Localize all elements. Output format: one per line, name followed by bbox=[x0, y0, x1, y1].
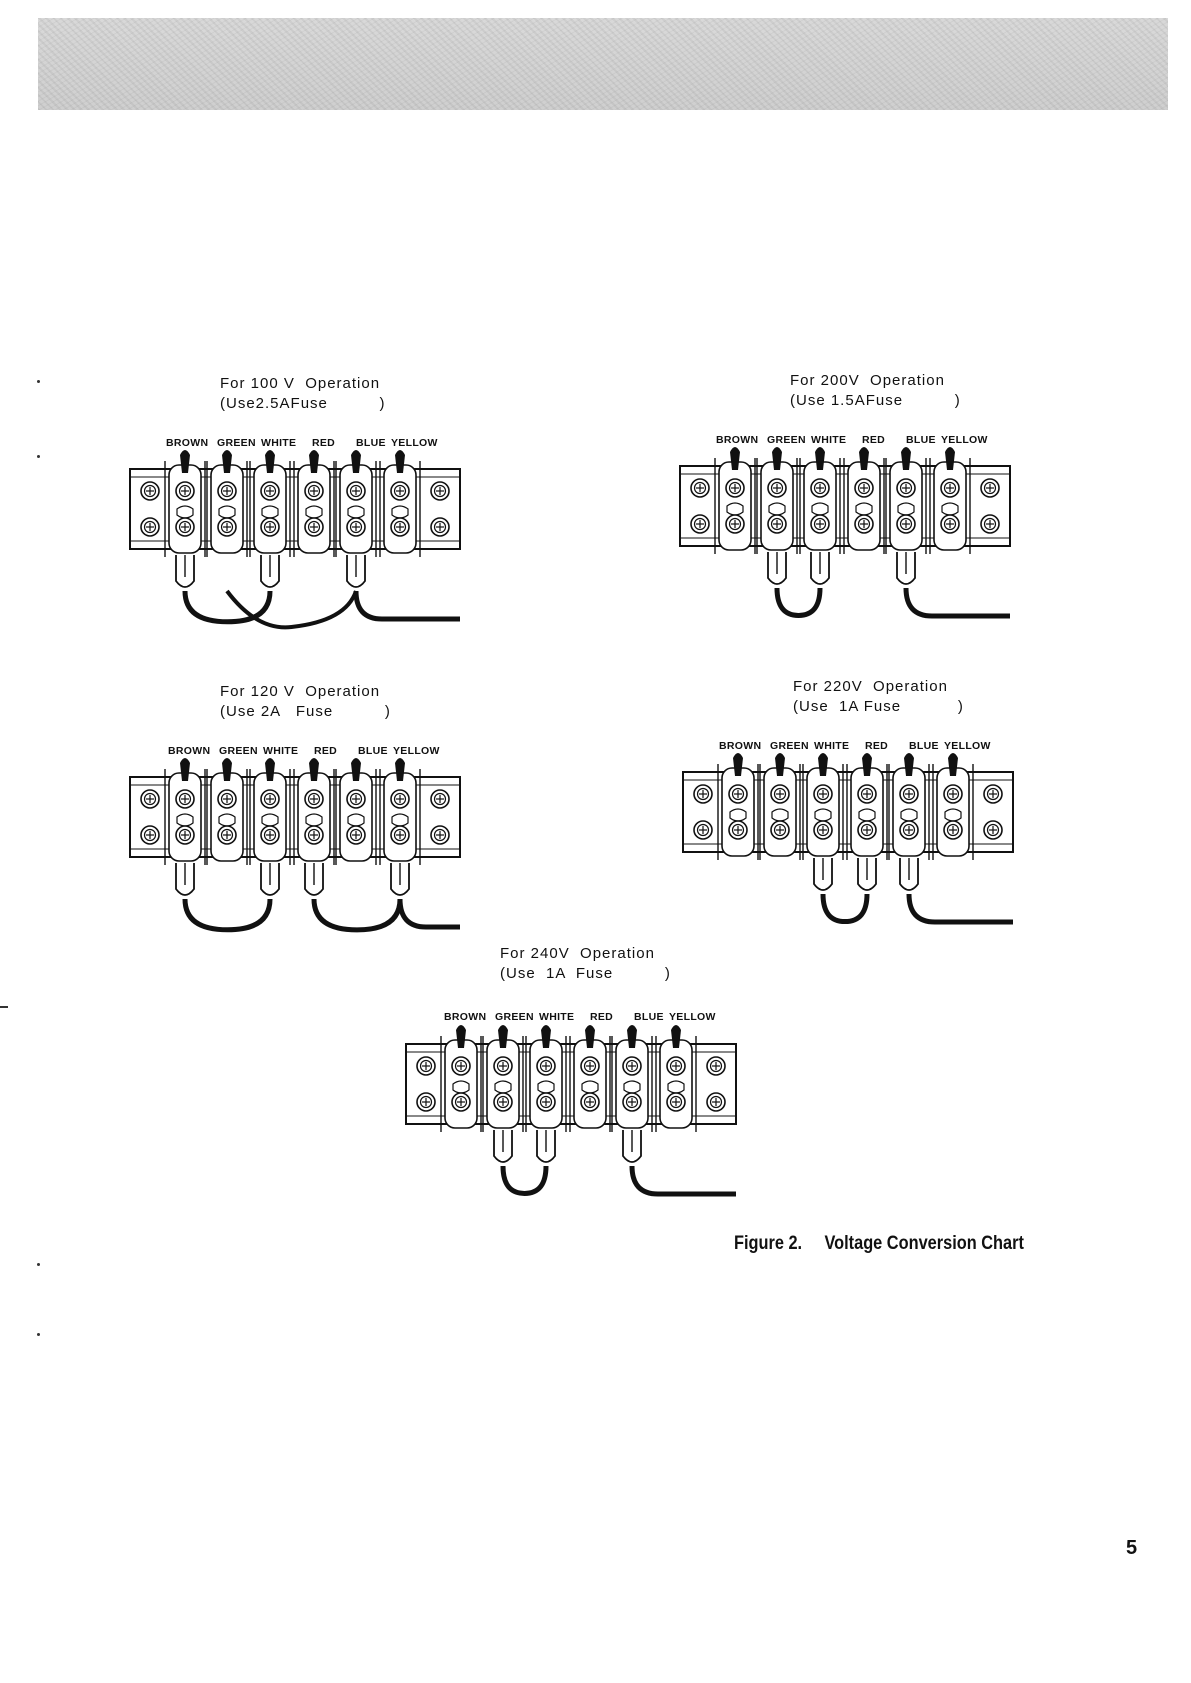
margin-mark bbox=[37, 1263, 40, 1266]
wire-label-brown: BROWN bbox=[716, 434, 759, 446]
terminal-link bbox=[856, 503, 872, 515]
margin-mark bbox=[37, 455, 40, 458]
terminal-strip-diagram bbox=[130, 755, 490, 965]
terminal-strip-diagram bbox=[130, 447, 490, 657]
operation-title: For 100 V Operation bbox=[220, 375, 381, 392]
terminal-link bbox=[730, 809, 746, 821]
terminal-link bbox=[772, 809, 788, 821]
wire-label-white: WHITE bbox=[539, 1011, 575, 1023]
jumper-wire bbox=[503, 1166, 546, 1193]
margin-mark bbox=[37, 1333, 40, 1336]
terminal-strip-diagram bbox=[406, 1022, 766, 1232]
wire-label-brown: BROWN bbox=[166, 437, 209, 449]
jumper-wire bbox=[314, 899, 400, 930]
wire-label-white: WHITE bbox=[263, 745, 299, 757]
fuse-rating: (Use 1A Fuse ) bbox=[500, 965, 671, 982]
wire-label-blue: BLUE bbox=[906, 434, 936, 446]
terminal-link bbox=[812, 503, 828, 515]
figure-220v bbox=[683, 678, 1043, 958]
terminal-strip-diagram bbox=[683, 750, 1043, 960]
mains-lead bbox=[356, 591, 460, 619]
wire-label-red: RED bbox=[862, 434, 886, 446]
wire-label-brown: BROWN bbox=[168, 745, 211, 757]
terminal-link bbox=[582, 1081, 598, 1093]
fuse-rating: (Use 1A Fuse ) bbox=[793, 698, 964, 715]
wire-label-green: GREEN bbox=[219, 745, 258, 757]
operation-title: For 120 V Operation bbox=[220, 683, 381, 700]
fuse-rating: (Use 2A Fuse ) bbox=[220, 703, 391, 720]
wire-label-brown: BROWN bbox=[444, 1011, 487, 1023]
terminal-link bbox=[306, 814, 322, 826]
terminal-link bbox=[392, 506, 408, 518]
terminal-link bbox=[306, 506, 322, 518]
mains-lead bbox=[906, 588, 1010, 616]
scanned-header-band bbox=[38, 18, 1168, 110]
jumper-wire bbox=[185, 899, 270, 930]
terminal-link bbox=[538, 1081, 554, 1093]
wire-label-yellow: YELLOW bbox=[669, 1011, 716, 1023]
terminal-link bbox=[901, 809, 917, 821]
terminal-link bbox=[262, 506, 278, 518]
terminal-link bbox=[859, 809, 875, 821]
figure-200v bbox=[680, 372, 1040, 652]
terminal-link bbox=[453, 1081, 469, 1093]
margin-mark bbox=[37, 380, 40, 383]
terminal-link bbox=[262, 814, 278, 826]
wire-label-red: RED bbox=[312, 437, 336, 449]
figure-120v bbox=[130, 683, 490, 963]
terminal-link bbox=[769, 503, 785, 515]
wire-label-white: WHITE bbox=[811, 434, 847, 446]
terminal-link bbox=[348, 814, 364, 826]
wire-label-yellow: YELLOW bbox=[393, 745, 440, 757]
margin-mark bbox=[0, 1006, 8, 1008]
terminal-link bbox=[219, 814, 235, 826]
wire-label-yellow: YELLOW bbox=[391, 437, 438, 449]
terminal-link bbox=[495, 1081, 511, 1093]
page-number: 5 bbox=[1126, 1537, 1138, 1559]
wire-label-green: GREEN bbox=[217, 437, 256, 449]
terminal-link bbox=[219, 506, 235, 518]
fuse-rating: (Use2.5AFuse ) bbox=[220, 395, 386, 412]
operation-title: For 220V Operation bbox=[793, 678, 948, 695]
wire-label-green: GREEN bbox=[495, 1011, 534, 1023]
wire-label-white: WHITE bbox=[814, 740, 850, 752]
figure-caption bbox=[734, 1233, 1024, 1255]
wire-label-green: GREEN bbox=[770, 740, 809, 752]
operation-title: For 200V Operation bbox=[790, 372, 945, 389]
terminal-link bbox=[815, 809, 831, 821]
wire-label-blue: BLUE bbox=[356, 437, 386, 449]
wire-label-brown: BROWN bbox=[719, 740, 762, 752]
wire-label-white: WHITE bbox=[261, 437, 297, 449]
jumper-wire bbox=[823, 894, 867, 922]
wire-label-blue: BLUE bbox=[909, 740, 939, 752]
wire-label-blue: BLUE bbox=[634, 1011, 664, 1023]
terminal-link bbox=[898, 503, 914, 515]
mains-lead bbox=[632, 1166, 736, 1194]
terminal-link bbox=[945, 809, 961, 821]
terminal-link bbox=[177, 506, 193, 518]
mains-lead bbox=[400, 899, 460, 927]
wire-label-red: RED bbox=[314, 745, 338, 757]
terminal-link bbox=[177, 814, 193, 826]
figure-100v bbox=[130, 375, 490, 655]
operation-title: For 240V Operation bbox=[500, 945, 655, 962]
mains-lead bbox=[909, 894, 1013, 922]
terminal-link bbox=[348, 506, 364, 518]
terminal-link bbox=[727, 503, 743, 515]
figure-240v bbox=[406, 945, 766, 1225]
figure-number: Figure 2. bbox=[734, 1233, 803, 1254]
terminal-link bbox=[942, 503, 958, 515]
wire-label-green: GREEN bbox=[767, 434, 806, 446]
wire-label-red: RED bbox=[865, 740, 889, 752]
terminal-link bbox=[668, 1081, 684, 1093]
terminal-link bbox=[624, 1081, 640, 1093]
wire-label-blue: BLUE bbox=[358, 745, 388, 757]
wire-label-yellow: YELLOW bbox=[941, 434, 988, 446]
terminal-link bbox=[392, 814, 408, 826]
fuse-rating: (Use 1.5AFuse ) bbox=[790, 392, 961, 409]
figure-caption-title: Voltage Conversion Chart bbox=[824, 1233, 1024, 1254]
terminal-strip-diagram bbox=[680, 444, 1040, 654]
wire-label-yellow: YELLOW bbox=[944, 740, 991, 752]
jumper-wire bbox=[777, 588, 820, 615]
wire-label-red: RED bbox=[590, 1011, 614, 1023]
